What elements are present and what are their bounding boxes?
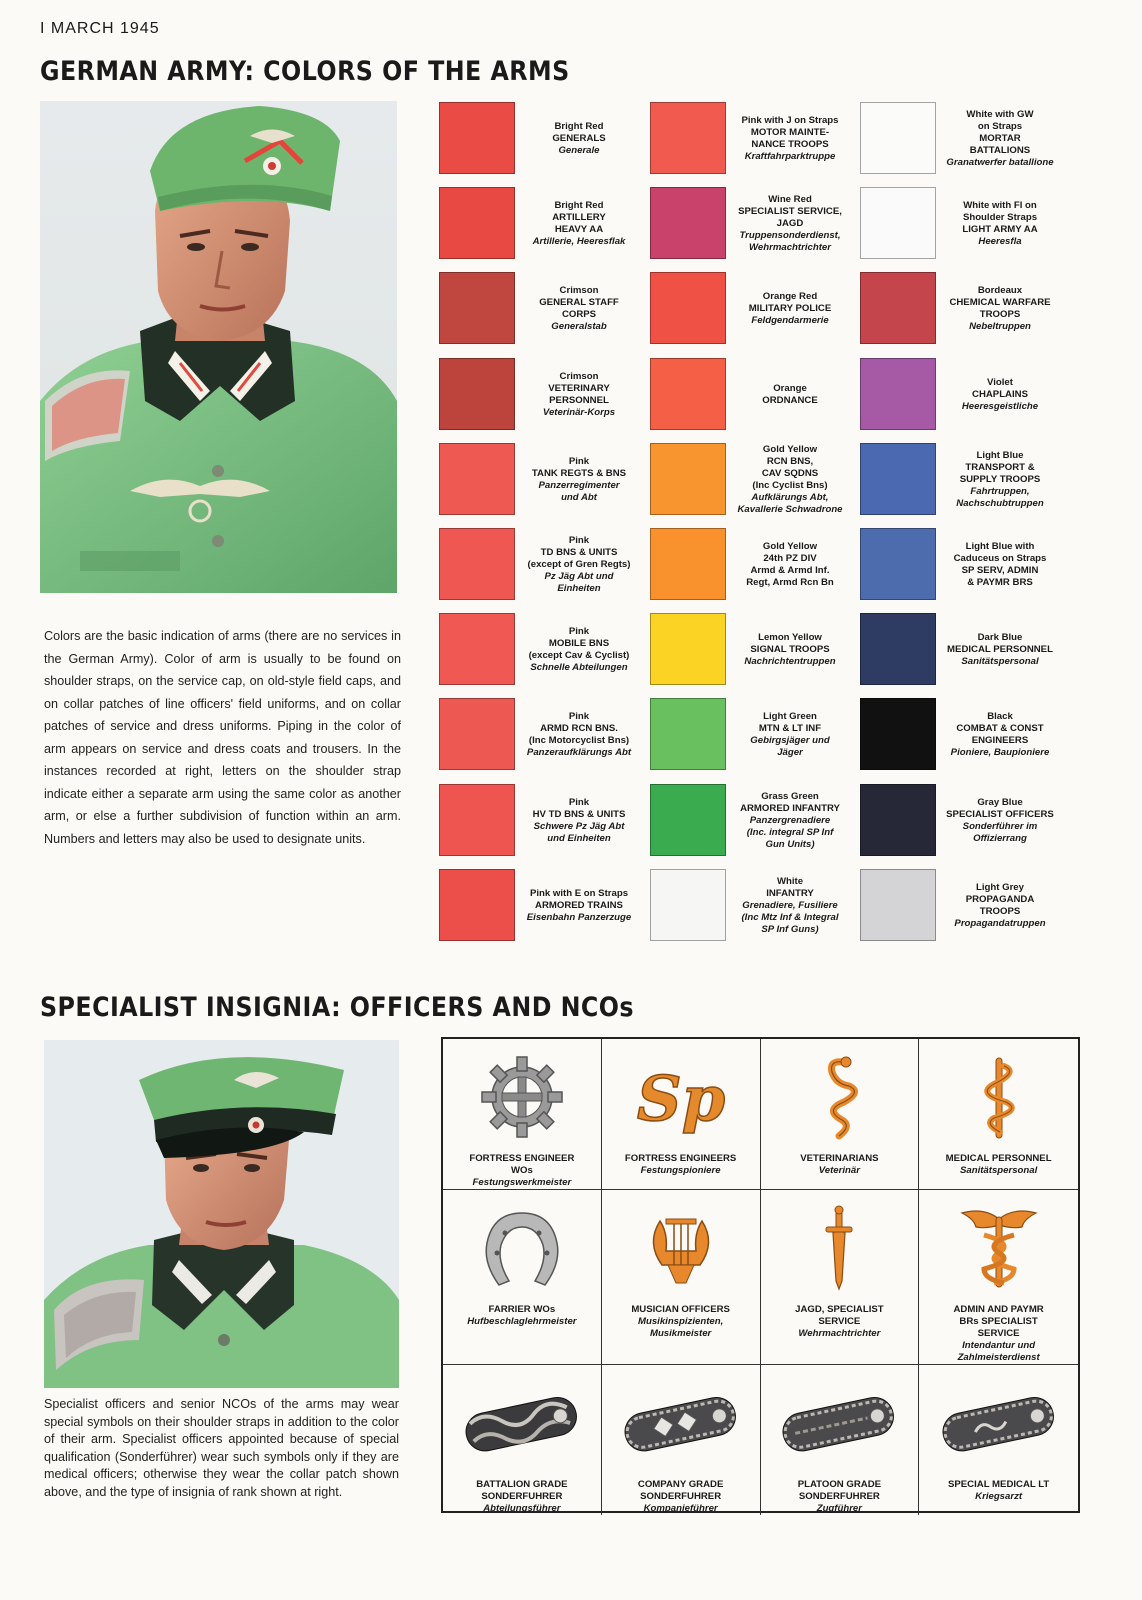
insignia-label	[634, 1479, 727, 1515]
color-entry-text: TRANSPORT &	[965, 461, 1035, 473]
insignia-title: COMPANY GRADE	[637, 1479, 724, 1490]
color-swatch	[860, 869, 936, 941]
color-entry-german-name: Gun Units)	[765, 838, 815, 850]
color-entry	[642, 606, 852, 694]
insignia-title: JAGD, SPECIALIST	[795, 1304, 884, 1315]
color-entry-label	[728, 436, 852, 524]
insignia-german-name: Kriegsarzt	[975, 1491, 1023, 1502]
color-entry-label	[938, 436, 1062, 524]
color-swatch	[439, 358, 515, 430]
color-entry-label	[728, 351, 852, 439]
insignia-title: SONDERFUHRER	[640, 1491, 722, 1502]
color-entry	[852, 777, 1062, 865]
intro-paragraph: Colors are the basic indication of arms (there are no services in the German Army). Color of arm is usually to be found on shoulder straps, on the service cap, on old-style field caps, and on collar patches of line officers' field uniforms, and on collar patches of service and dress uniforms. Piping in the color of arm appears on service and dress coats and trousers. In the instances recorded at right, letters on the shoulder strap indicate either a separate arm using the same color as another arm, or else a further subdivision of function within an arm. Numbers and letters may also be used to designate units.	[44, 629, 401, 846]
color-entry-german-name: (Inc Mtz Inf & Integral	[741, 911, 839, 923]
color-swatch	[439, 102, 515, 174]
section-title-specialist: SPECIALIST INSIGNIA: OFFICERS AND NCOs	[40, 992, 635, 1023]
color-entry-text: White with GW	[966, 109, 1034, 120]
color-entry-text: INFANTRY	[766, 887, 814, 899]
insignia-german-name: Abteilungsführer	[483, 1503, 561, 1514]
insignia-german-name: Musikinspizienten,	[637, 1316, 724, 1327]
color-entry-german-name: Pz Jäg Abt und	[544, 571, 614, 582]
color-entry-german-name: Veterinär-Korps	[542, 406, 616, 418]
lyre-icon	[611, 1198, 751, 1298]
color-entry-german-name: Generalstab	[551, 321, 607, 333]
color-entry-text: Pink	[568, 535, 590, 546]
color-entry-german-name: Feldgendarmerie	[751, 315, 829, 327]
color-entry-german-name: Schnelle Abteilungen	[530, 662, 628, 674]
strap-two-pips-icon	[611, 1373, 751, 1473]
color-entry-text: (Inc Motorcyclist Bns)	[528, 735, 630, 747]
snake-icon	[769, 1047, 909, 1147]
insignia-cell	[761, 1039, 920, 1190]
insignia-cell	[919, 1365, 1078, 1515]
color-entry-text: Violet	[987, 376, 1013, 388]
color-entry-german-name: Eisenbahn Panzerzuge	[526, 911, 632, 923]
color-entry-text: Pink	[568, 796, 590, 808]
color-entry-german-name: Nebeltruppen	[969, 321, 1031, 333]
color-swatch	[650, 869, 726, 941]
color-swatch	[860, 187, 936, 259]
color-entry-label	[728, 606, 852, 694]
color-entry-text: SPECIALIST SERVICE,	[738, 206, 842, 218]
color-entry	[642, 862, 852, 950]
insignia-german-name: Intendantur und	[962, 1340, 1036, 1351]
color-entry-text: ARMORED TRAINS	[535, 899, 623, 911]
color-entry	[852, 521, 1062, 609]
color-entry-german-name: Heeresgeistliche	[961, 400, 1039, 412]
insignia-label	[463, 1304, 580, 1328]
color-entry-german-name: Panzergrenadiere	[749, 814, 831, 826]
insignia-title: SONDERFUHRER	[481, 1491, 563, 1502]
color-entry-text: ARTILLERY	[552, 212, 606, 224]
color-entry-text: TROOPS	[979, 309, 1021, 321]
color-entry-label	[517, 436, 641, 524]
color-entry-german-name: Granatwerfer batallione	[946, 157, 1054, 168]
color-entry-text: TROOPS	[979, 905, 1021, 917]
color-entry-german-name: Generale	[558, 145, 600, 156]
color-entry-label	[938, 862, 1062, 950]
color-entry-german-name: Nachschubtruppen	[956, 497, 1044, 509]
color-entry-text: Shoulder Straps	[962, 212, 1038, 224]
color-entry-text: Lemon Yellow	[758, 632, 822, 644]
color-entry-text: & PAYMR BRS	[967, 577, 1033, 588]
color-entry-text: Wine Red	[768, 194, 812, 206]
color-entry-text: Armd & Armd Inf.	[750, 565, 830, 576]
color-entry-german-name: Jäger	[777, 747, 803, 759]
color-entry-german-name: Aufklärungs Abt,	[751, 491, 829, 503]
color-entry-text: (except Cav & Cyclist)	[528, 650, 630, 662]
insignia-title: BRs SPECIALIST	[959, 1316, 1038, 1327]
color-entry-text: Light Blue with	[965, 541, 1035, 552]
color-entry	[852, 691, 1062, 779]
color-entry-text: COMBAT & CONST	[956, 723, 1044, 735]
color-entry-label	[517, 521, 641, 609]
color-entry-text: CORPS	[561, 309, 597, 321]
color-entry-german-name: Pioniere, Baupioniere	[950, 747, 1050, 759]
color-entry-label	[728, 691, 852, 779]
color-entry-text: Black	[987, 711, 1013, 723]
color-entry-german-name: und Einheiten	[547, 832, 611, 844]
color-swatch	[439, 528, 515, 600]
color-entry-text: JAGD	[776, 218, 804, 230]
color-entry-german-name: Sanitätspersonal	[961, 656, 1039, 668]
color-entry	[642, 351, 852, 439]
color-entry-label	[728, 180, 852, 268]
color-entry-text: MOTOR MAINTE-	[750, 127, 830, 138]
color-entry	[642, 777, 852, 865]
insignia-cell	[602, 1039, 761, 1190]
insignia-german-name: Festungspioniere	[640, 1165, 721, 1176]
color-entry-german-name: und Abt	[561, 491, 597, 503]
color-swatch	[439, 187, 515, 259]
insignia-label	[949, 1304, 1047, 1364]
color-entry-text: Bright Red	[554, 121, 604, 132]
color-entry-german-name: Panzerregimenter	[538, 479, 620, 491]
sword-icon	[769, 1198, 909, 1298]
insignia-german-name: Wehrmachtrichter	[798, 1328, 881, 1339]
color-entry-german-name: Nachrichtentruppen	[744, 656, 836, 668]
color-entry	[642, 180, 852, 268]
svg-text:Sp: Sp	[636, 1062, 725, 1135]
color-entry-label	[517, 862, 641, 950]
insignia-cell	[761, 1365, 920, 1515]
color-entry-label	[517, 95, 641, 183]
color-entry-german-name: Offizierrang	[973, 832, 1027, 844]
color-entry-text: PROPAGANDA	[965, 893, 1035, 905]
insignia-german-name: Musikmeister	[649, 1328, 712, 1339]
insignia-title: BATTALION GRADE	[476, 1479, 568, 1490]
color-entry-text: HEAVY AA	[554, 224, 604, 236]
color-entry-german-name: Sonderführer im	[962, 820, 1038, 832]
color-entry-label	[938, 606, 1062, 694]
color-entry-text: SIGNAL TROOPS	[750, 644, 830, 656]
color-entry-text: CAV SQDNS	[761, 467, 819, 479]
color-entry	[431, 180, 641, 268]
insignia-german-name: Veterinär	[818, 1165, 860, 1176]
specialist-insignia-table	[441, 1037, 1080, 1513]
color-entry-label	[938, 777, 1062, 865]
color-entry-label	[938, 351, 1062, 439]
insignia-german-name: Zugführer	[816, 1503, 863, 1514]
color-entry-german-name: Kraftfahrparktruppe	[744, 151, 836, 162]
color-entry-text: Gold Yellow	[762, 443, 818, 455]
insignia-german-name: Zahlmeisterdienst	[957, 1352, 1040, 1363]
color-entry-text: on Straps	[977, 121, 1023, 132]
insignia-label	[465, 1153, 578, 1189]
insignia-title: SONDERFUHRER	[798, 1491, 880, 1502]
insignia-title: MUSICIAN OFFICERS	[631, 1304, 730, 1315]
color-swatch	[860, 613, 936, 685]
color-entry	[852, 351, 1062, 439]
color-swatch	[650, 187, 726, 259]
color-entry-german-name: Propagandatruppen	[954, 917, 1046, 929]
insignia-title: SERVICE	[818, 1316, 861, 1327]
color-entry-text: Crimson	[559, 285, 599, 297]
color-entry-text: Orange	[773, 382, 807, 394]
color-entry	[642, 265, 852, 353]
color-entry-text: CHEMICAL WARFARE	[949, 297, 1051, 309]
color-entry-label	[728, 862, 852, 950]
insignia-label	[621, 1153, 740, 1177]
specialist-paragraph: Specialist officers and senior NCOs of the arms may wear special symbols on their shoulder straps in addition to the color of their arm. Specialist officers appointed because of special qualification (Sonderführer) wear such symbols only if they are medical officers; otherwise they wear the collar patch shown above, and the type of insignia of rank shown at right.	[44, 1397, 399, 1499]
caduceus-eagle-icon	[929, 1198, 1069, 1298]
color-entry-text: PERSONNEL	[549, 394, 609, 406]
insignia-label	[796, 1153, 882, 1177]
color-entry	[642, 95, 852, 183]
section-title-colors: GERMAN ARMY: COLORS OF THE ARMS	[40, 56, 570, 87]
color-entry-text: MEDICAL PERSONNEL	[947, 644, 1053, 656]
color-entry	[431, 436, 641, 524]
color-entry-text: White	[776, 875, 804, 887]
insignia-label	[791, 1304, 888, 1340]
color-entry	[852, 95, 1062, 183]
color-entry	[431, 691, 641, 779]
color-entry-german-name: Grenadiere, Fusiliere	[742, 899, 838, 911]
insignia-cell	[443, 1190, 602, 1365]
color-entry-text: VETERINARY	[548, 382, 610, 394]
color-entry-text: TD BNS & UNITS	[540, 547, 618, 558]
color-entry-text: MORTAR	[979, 133, 1021, 144]
color-entry-german-name: Schwere Pz Jäg Abt	[533, 820, 625, 832]
color-swatch	[650, 613, 726, 685]
color-swatch	[650, 698, 726, 770]
color-entry-text: MILITARY POLICE	[748, 303, 832, 315]
color-entry-label	[938, 180, 1062, 268]
insignia-cell	[761, 1190, 920, 1365]
color-entry-text: Regt, Armd Rcn Bn	[746, 577, 834, 588]
color-entry	[852, 265, 1062, 353]
color-entry-text: Caduceus on Straps	[953, 553, 1047, 564]
strap-plain-icon	[769, 1373, 909, 1473]
color-entry-text: Pink	[568, 455, 590, 467]
color-entry-label	[938, 265, 1062, 353]
color-entry-text: GENERAL STAFF	[539, 297, 619, 309]
color-entry-german-name: Panzeraufklärungs Abt	[526, 747, 632, 759]
insignia-german-name: Sanitätspersonal	[959, 1165, 1038, 1176]
color-entry-text: Light Grey	[976, 881, 1024, 893]
color-entry-text: Gray Blue	[977, 796, 1023, 808]
insignia-cell	[602, 1365, 761, 1515]
color-entry	[431, 606, 641, 694]
color-entry-label	[517, 777, 641, 865]
color-entry-text: TANK REGTS & BNS	[531, 467, 627, 479]
color-entry-text: Bright Red	[554, 200, 604, 212]
sp-monogram-icon	[611, 1047, 751, 1147]
color-entry-text: RCN BNS,	[766, 455, 814, 467]
insignia-title: SERVICE	[977, 1328, 1020, 1339]
color-entry-text: Crimson	[559, 370, 599, 382]
color-swatch	[439, 272, 515, 344]
color-entry-label	[728, 95, 852, 183]
color-entry-text: ARMD RCN BNS.	[540, 723, 618, 735]
color-entry-text: Pink with J on Straps	[741, 115, 839, 126]
color-entry-text: CHAPLAINS	[972, 388, 1028, 400]
insignia-title: WOs	[510, 1165, 533, 1176]
color-entry-german-name: Gebirgsjäger und	[750, 735, 830, 747]
insignia-title: VETERINARIANS	[800, 1153, 879, 1164]
insignia-title: FORTRESS ENGINEERS	[624, 1153, 737, 1164]
insignia-title: MEDICAL PERSONNEL	[945, 1153, 1052, 1164]
color-swatch	[650, 102, 726, 174]
color-entry-text: White with Fl on	[963, 200, 1037, 212]
color-entry-german-name: Truppensonderdienst,	[739, 230, 841, 242]
insignia-label	[472, 1479, 571, 1515]
color-entry	[431, 777, 641, 865]
color-entry	[431, 265, 641, 353]
color-entry-text: (except of Gren Regts)	[527, 559, 631, 570]
color-entry	[852, 606, 1062, 694]
color-entry-text: Orange Red	[762, 291, 818, 303]
color-entry	[852, 180, 1062, 268]
color-swatch	[860, 358, 936, 430]
color-entry-label	[517, 265, 641, 353]
portrait-peaked-cap-officer	[44, 1040, 399, 1388]
color-entry-german-name: Fahrtruppen,	[970, 485, 1030, 497]
color-swatch	[650, 272, 726, 344]
color-entry-text: Light Green	[763, 711, 817, 723]
color-entry-text: Bordeaux	[977, 285, 1023, 297]
color-entry-text: Grass Green	[761, 790, 819, 802]
color-swatch	[650, 358, 726, 430]
color-entry-text: NANCE TROOPS	[751, 139, 829, 150]
braided-strap-icon	[452, 1373, 592, 1473]
color-entry-label	[728, 521, 852, 609]
color-swatch	[860, 784, 936, 856]
insignia-title: PLATOON GRADE	[797, 1479, 882, 1490]
color-entry-label	[938, 521, 1062, 609]
color-entry-german-name: SP Inf Guns)	[761, 923, 819, 935]
insignia-cell	[919, 1190, 1078, 1365]
insignia-label	[627, 1304, 734, 1340]
insignia-cell	[443, 1039, 602, 1190]
color-entry	[642, 436, 852, 524]
color-swatch	[439, 869, 515, 941]
color-entry	[431, 351, 641, 439]
color-entry	[431, 95, 641, 183]
color-swatch	[860, 528, 936, 600]
color-entry-german-name: Artillerie, Heeresflak	[532, 236, 626, 248]
aesculapius-staff-icon	[929, 1047, 1069, 1147]
color-entry-text: (Inc Cyclist Bns)	[752, 479, 828, 491]
horseshoe-icon	[452, 1198, 592, 1298]
color-entry-text: Light Blue	[976, 449, 1024, 461]
color-entry-text: ENGINEERS	[971, 735, 1029, 747]
color-entry-german-name: Kavallerie Schwadrone	[737, 503, 843, 515]
color-entry-german-name: (Inc. integral SP Inf	[746, 826, 834, 838]
color-entry-label	[517, 180, 641, 268]
color-swatch	[860, 102, 936, 174]
color-entry-text: LIGHT ARMY AA	[962, 224, 1038, 236]
insignia-label	[944, 1479, 1053, 1503]
insignia-title: FORTRESS ENGINEER	[469, 1153, 575, 1164]
insignia-german-name: Kompanieführer	[643, 1503, 718, 1514]
insignia-title: FARRIER WOs	[488, 1304, 556, 1315]
insignia-german-name: Hufbeschlaglehrmeister	[467, 1316, 577, 1327]
color-entry-label	[517, 606, 641, 694]
color-entry	[431, 521, 641, 609]
color-entry-label	[728, 777, 852, 865]
insignia-label	[794, 1479, 885, 1515]
color-entry-text: MOBILE BNS	[548, 638, 610, 650]
insignia-cell	[919, 1039, 1078, 1190]
color-entry-text: 24th PZ DIV	[763, 553, 817, 564]
color-entry-text: Dark Blue	[977, 632, 1023, 644]
color-entry	[642, 521, 852, 609]
color-entry	[852, 862, 1062, 950]
color-entry-text: Pink with E on Straps	[529, 887, 629, 899]
issue-date: I MARCH 1945	[40, 20, 160, 37]
insignia-title: ADMIN AND PAYMR	[953, 1304, 1044, 1315]
color-entry-text: GENERALS	[552, 133, 606, 144]
color-entry-text: Pink	[568, 711, 590, 723]
color-entry-label	[938, 691, 1062, 779]
color-entry-label	[517, 691, 641, 779]
color-entry-text: MTN & LT INF	[758, 723, 822, 735]
color-entry-text: HV TD BNS & UNITS	[532, 808, 626, 820]
insignia-cell	[602, 1190, 761, 1365]
insignia-german-name: Festungswerkmeister	[472, 1177, 572, 1188]
color-swatch	[439, 698, 515, 770]
color-swatch	[439, 443, 515, 515]
color-swatch	[650, 528, 726, 600]
color-entry-label	[938, 95, 1062, 183]
color-entry-text: Gold Yellow	[762, 541, 818, 552]
color-entry	[852, 436, 1062, 524]
strap-snake-icon	[929, 1373, 1069, 1473]
color-swatch	[860, 443, 936, 515]
color-entry-text: Pink	[568, 626, 590, 638]
color-swatch	[439, 784, 515, 856]
color-entry-german-name: Wehrmachtrichter	[749, 242, 831, 254]
color-entry-text: SPECIALIST OFFICERS	[946, 808, 1054, 820]
color-entry-label	[728, 265, 852, 353]
color-entry	[642, 691, 852, 779]
color-entry-german-name: Einheiten	[557, 583, 601, 594]
color-entry-text: SP SERV, ADMIN	[961, 565, 1039, 576]
insignia-cell	[443, 1365, 602, 1515]
color-swatch	[860, 698, 936, 770]
color-swatch	[650, 784, 726, 856]
color-swatch	[860, 272, 936, 344]
color-swatch	[650, 443, 726, 515]
color-swatch	[439, 613, 515, 685]
color-entry-text: ORDNANCE	[762, 394, 818, 406]
color-entry	[431, 862, 641, 950]
color-entry-text: BATTALIONS	[969, 145, 1031, 156]
color-entry-german-name: Heeresfla	[978, 236, 1022, 248]
insignia-title: SPECIAL MEDICAL LT	[947, 1479, 1050, 1490]
color-entry-text: SUPPLY TROOPS	[959, 473, 1041, 485]
insignia-label	[942, 1153, 1056, 1177]
cogwheel-icon	[452, 1047, 592, 1147]
color-entry-text: ARMORED INFANTRY	[740, 802, 840, 814]
color-entry-label	[517, 351, 641, 439]
portrait-field-cap-soldier	[40, 101, 397, 593]
